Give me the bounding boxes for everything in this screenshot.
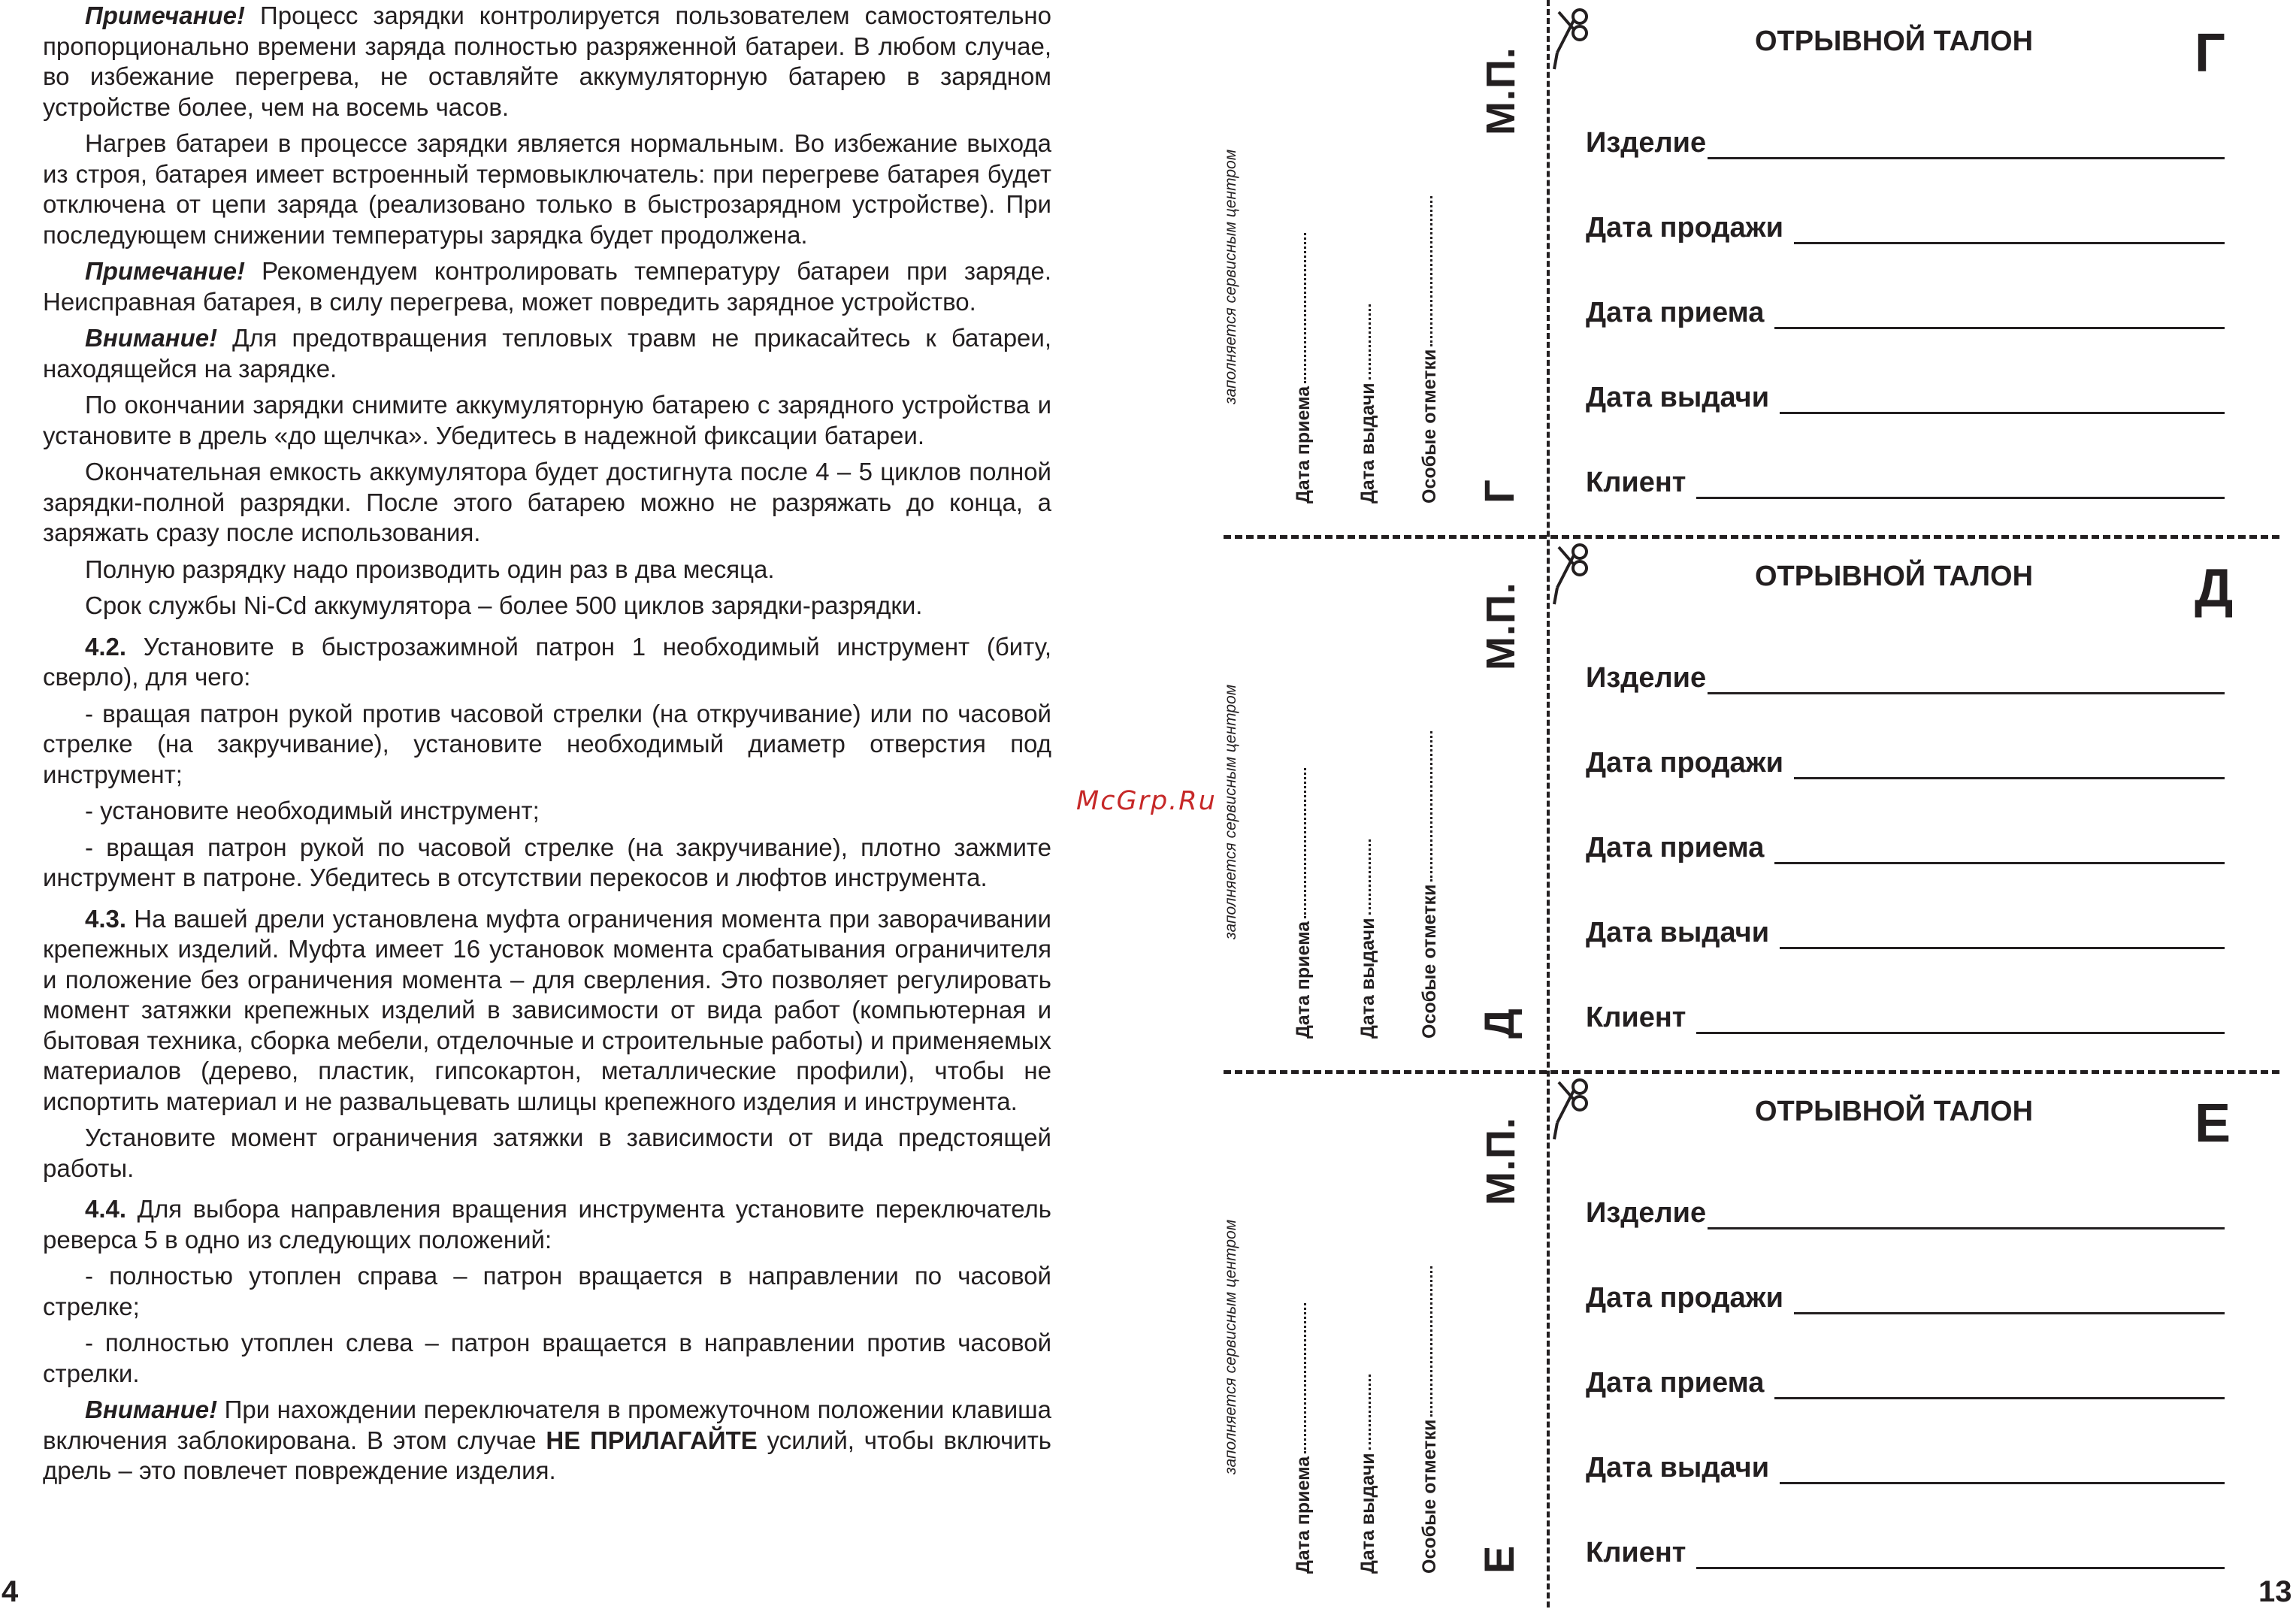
coupon-field-input[interactable] bbox=[1780, 1482, 2225, 1484]
coupon-field-row bbox=[1586, 298, 2225, 328]
coupon-field-label: Дата продажи bbox=[1586, 212, 1783, 243]
paragraph: По окончании зарядки снимите аккумуляторную батарею с зарядного устройства и установите в дрель «до щелчка». Убедитесь в надежной фиксации батареи. bbox=[43, 391, 1051, 449]
section-paragraph bbox=[43, 632, 1051, 693]
coupon-field-row bbox=[1586, 128, 2225, 158]
watermark: McGrp.Ru bbox=[1076, 786, 1217, 816]
coupon-field-label: Дата приема bbox=[1586, 832, 1765, 863]
scissors-icon bbox=[1550, 541, 1599, 607]
coupon-field-label: Клиент bbox=[1586, 1002, 1686, 1033]
coupon-title: ОТРЫВНОЙ ТАЛОН bbox=[1755, 1096, 2034, 1127]
coupon-field-input[interactable] bbox=[1794, 777, 2225, 779]
stub-note: заполняется сервисным центром bbox=[1222, 149, 1239, 404]
coupon-field-row bbox=[1586, 1003, 2225, 1033]
coupon-field-input[interactable] bbox=[1774, 327, 2225, 329]
stub-field-input[interactable] bbox=[1369, 304, 1371, 380]
coupon-field-input[interactable] bbox=[1794, 1312, 2225, 1314]
stub-field-label: Дата приема bbox=[1293, 386, 1314, 504]
warning-label: Внимание! bbox=[85, 324, 218, 352]
coupon-field-row bbox=[1586, 467, 2225, 498]
coupon-field-input[interactable] bbox=[1774, 1397, 2225, 1399]
coupon-field-input[interactable] bbox=[1708, 1227, 2225, 1229]
paragraph bbox=[43, 256, 1051, 317]
paragraph-text: Рекомендуем контролировать температуру батареи при заряде. Неисправная батарея, в силу перегрева, может повредить зарядное устройство. bbox=[43, 257, 1051, 316]
stub-letter: Е bbox=[1475, 1545, 1523, 1574]
section-number: 4.2. bbox=[85, 632, 127, 661]
coupon-field-row bbox=[1586, 748, 2225, 778]
stub-field-input[interactable] bbox=[1369, 1375, 1371, 1450]
coupon-field-input[interactable] bbox=[1794, 242, 2225, 244]
stub-field-input[interactable] bbox=[1304, 1303, 1306, 1453]
paragraph: Полную разрядку надо производить один раз в два месяца. bbox=[85, 555, 775, 583]
stub-letter: Г bbox=[1475, 479, 1523, 504]
horizontal-cut-line bbox=[1224, 1070, 2279, 1074]
scissors-icon bbox=[1550, 1076, 1599, 1142]
coupon-field-row bbox=[1586, 1283, 2225, 1313]
stub-field-label: Дата приема bbox=[1293, 1456, 1314, 1574]
coupon-field-input[interactable] bbox=[1708, 157, 2225, 159]
section-number: 4.4. bbox=[85, 1195, 127, 1223]
paragraph: Нагрев батареи в процессе зарядки является нормальным. Во избежание выхода из строя, батарея имеет встроенный термовыключатель: при перегреве батарея будет отключена от цепи заряда (реализовано только в быстрозарядном устройстве). При последующем снижении температуры зарядка будет продолжена. bbox=[43, 129, 1051, 249]
stub-field bbox=[1293, 233, 1314, 504]
coupon-field-input[interactable] bbox=[1708, 692, 2225, 694]
paragraph-text: усилий, чтобы включить дрель – это повлечет повреждение изделия. bbox=[43, 1426, 1051, 1484]
coupon-field-label: Дата продажи bbox=[1586, 747, 1783, 779]
coupon-letter: Г bbox=[2195, 23, 2225, 83]
coupon-field-label: Дата выдачи bbox=[1586, 917, 1770, 948]
coupon-field-row bbox=[1586, 833, 2225, 863]
stub-field-input[interactable] bbox=[1304, 233, 1306, 383]
coupon-field-row bbox=[1586, 213, 2225, 243]
stub-field-input[interactable] bbox=[1369, 839, 1371, 915]
paragraph-text: Для предотвращения тепловых травм не прикасайтесь к батареи, находящейся на зарядке. bbox=[43, 324, 1051, 383]
coupon-field-row bbox=[1586, 1538, 2225, 1568]
coupon-field-row bbox=[1586, 383, 2225, 413]
left-page bbox=[0, 0, 1082, 1607]
paragraph-text: Для выбора направления вращения инструмента установите переключатель реверса 5 в одно из следующих положений: bbox=[43, 1195, 1051, 1254]
paragraph bbox=[43, 1395, 1051, 1487]
stub-field bbox=[1357, 839, 1379, 1039]
coupon-field-row bbox=[1586, 1368, 2225, 1398]
stamp-label: М.П. bbox=[1478, 47, 1523, 135]
coupon-field-label: Дата приема bbox=[1586, 1367, 1765, 1399]
section-paragraph bbox=[43, 1194, 1051, 1255]
coupon-field-row bbox=[1586, 918, 2225, 948]
stub-field-input[interactable] bbox=[1430, 196, 1432, 346]
coupon-field-label: Клиент bbox=[1586, 1537, 1686, 1568]
paragraph bbox=[43, 1, 1051, 122]
paragraph-text: На вашей дрели установлена муфта ограничения момента при заворачивании крепежных изделий. Муфта имеет 16 установок момента срабатывания ограничителя и положение без ограничения момента – для сверления. Это позволяет регулировать момент затяжки крепежных изделий в зависимости от вида работ (компьютерная и бытовая техника, сборка мебели, отделочные и строительные работы) и применяемых материалов (дерево, пластик, гипсокартон, металлические профили), чтобы не испортить материал и не развальцевать шлицы крепежного изделия и инструмента. bbox=[43, 904, 1051, 1115]
stub-field-input[interactable] bbox=[1430, 731, 1432, 882]
scissors-icon bbox=[1550, 6, 1599, 72]
stub-note: заполняется сервисным центром bbox=[1222, 1219, 1239, 1474]
coupon-field-input[interactable] bbox=[1774, 862, 2225, 864]
coupon-title: ОТРЫВНОЙ ТАЛОН bbox=[1755, 561, 2034, 592]
coupon-field-row bbox=[1586, 1453, 2225, 1483]
paragraph bbox=[43, 323, 1051, 384]
coupon-field-input[interactable] bbox=[1696, 497, 2225, 499]
stub-field-label: Дата выдачи bbox=[1357, 918, 1378, 1039]
paragraph-text: Установите в быстрозажимной патрон 1 необходимый инструмент (биту, сверло), для чего: bbox=[43, 632, 1051, 691]
stub-field bbox=[1419, 731, 1441, 1039]
stub-field bbox=[1293, 768, 1314, 1039]
stub-field bbox=[1419, 1266, 1441, 1574]
paragraph: - установите необходимый инструмент; bbox=[85, 797, 540, 824]
paragraph: Окончательная емкость аккумулятора будет достигнута после 4 – 5 циклов полной зарядки-полной разрядки. После этого батарею можно не разряжать до конца, а заряжать сразу после использования. bbox=[43, 458, 1051, 546]
coupon-field-label: Дата приема bbox=[1586, 297, 1765, 328]
coupon-field-label: Дата выдачи bbox=[1586, 1452, 1770, 1483]
note-label: Примечание! bbox=[85, 2, 246, 29]
coupon-field-input[interactable] bbox=[1696, 1032, 2225, 1034]
stub-field bbox=[1419, 196, 1441, 504]
instructions-text bbox=[43, 1, 1051, 1493]
paragraph: Установите момент ограничения затяжки в зависимости от вида предстоящей работы. bbox=[43, 1124, 1051, 1182]
coupon-field-label: Изделие bbox=[1586, 662, 1707, 694]
stub-field-input[interactable] bbox=[1304, 768, 1306, 918]
coupon-field-row bbox=[1586, 663, 2225, 693]
section-number: 4.3. bbox=[85, 904, 127, 933]
stamp-label: М.П. bbox=[1478, 1117, 1523, 1205]
coupon-field-input[interactable] bbox=[1696, 1567, 2225, 1569]
paragraph: - полностью утоплен слева – патрон вращается в направлении против часовой стрелки. bbox=[43, 1329, 1051, 1387]
coupon-title: ОТРЫВНОЙ ТАЛОН bbox=[1755, 26, 2034, 57]
stub-field-label: Дата приема bbox=[1293, 921, 1314, 1039]
stamp-label: М.П. bbox=[1478, 582, 1523, 670]
stub-field bbox=[1357, 304, 1379, 504]
coupon-field-label: Изделие bbox=[1586, 127, 1707, 159]
vertical-cut-line bbox=[1547, 0, 1550, 1607]
coupon-field-input[interactable] bbox=[1780, 947, 2225, 949]
horizontal-cut-line bbox=[1224, 535, 2279, 539]
coupon-field-label: Изделие bbox=[1586, 1197, 1707, 1229]
section-paragraph bbox=[43, 904, 1051, 1118]
stub-field-label: Особые отметки bbox=[1419, 349, 1440, 504]
coupon-field-row bbox=[1586, 1198, 2225, 1228]
coupon-field-label: Дата выдачи bbox=[1586, 382, 1770, 413]
coupon-field-label: Клиент bbox=[1586, 467, 1686, 498]
stub-field bbox=[1357, 1375, 1379, 1574]
paragraph: - полностью утоплен справа – патрон вращается в направлении по часовой стрелке; bbox=[43, 1262, 1051, 1320]
page-number: 13 bbox=[2258, 1575, 2292, 1608]
coupon-field-input[interactable] bbox=[1780, 412, 2225, 414]
stub-field-input[interactable] bbox=[1430, 1266, 1432, 1417]
coupon-letter: Д bbox=[2195, 558, 2234, 618]
paragraph-text: При нахождении переключателя в промежуточном положении клавиша включения заблокирована. В этом случае bbox=[43, 1396, 1051, 1454]
page-number: 4 bbox=[2, 1575, 19, 1608]
stub-field-label: Особые отметки bbox=[1419, 884, 1440, 1039]
stub-field bbox=[1293, 1303, 1314, 1574]
paragraph-text: Процесс зарядки контролируется пользователем самостоятельно пропорционально времени заряда полностью разряженной батареи. В любом случае, во избежание перегрева, не оставляйте аккумуляторную батарею в зарядном устройстве более, чем на восемь часов. bbox=[43, 2, 1051, 121]
stub-field-label: Особые отметки bbox=[1419, 1419, 1440, 1574]
paragraph: Срок службы Ni-Cd аккумулятора – более 500 циклов зарядки-разрядки. bbox=[85, 591, 923, 619]
stub-note: заполняется сервисным центром bbox=[1222, 684, 1239, 939]
warning-label: Внимание! bbox=[85, 1396, 218, 1423]
stub-letter: Д bbox=[1475, 1009, 1523, 1039]
coupon-letter: Е bbox=[2195, 1093, 2231, 1154]
stub-field-label: Дата выдачи bbox=[1357, 1453, 1378, 1574]
note-label: Примечание! bbox=[85, 257, 246, 285]
coupon-field-label: Дата продажи bbox=[1586, 1282, 1783, 1314]
emphasis-text: НЕ ПРИЛАГАЙТЕ bbox=[546, 1426, 758, 1454]
paragraph: - вращая патрон рукой против часовой стрелки (на откручивание) или по часовой стрелке (на закручивание), установите необходимый диаметр отверстия под инструмент; bbox=[43, 699, 1051, 788]
paragraph: - вращая патрон рукой по часовой стрелке (на закручивание), плотно зажмите инструмент в патроне. Убедитесь в отсутствии перекосов и люфтов инструмента. bbox=[43, 833, 1051, 891]
stub-field-label: Дата выдачи bbox=[1357, 383, 1378, 504]
